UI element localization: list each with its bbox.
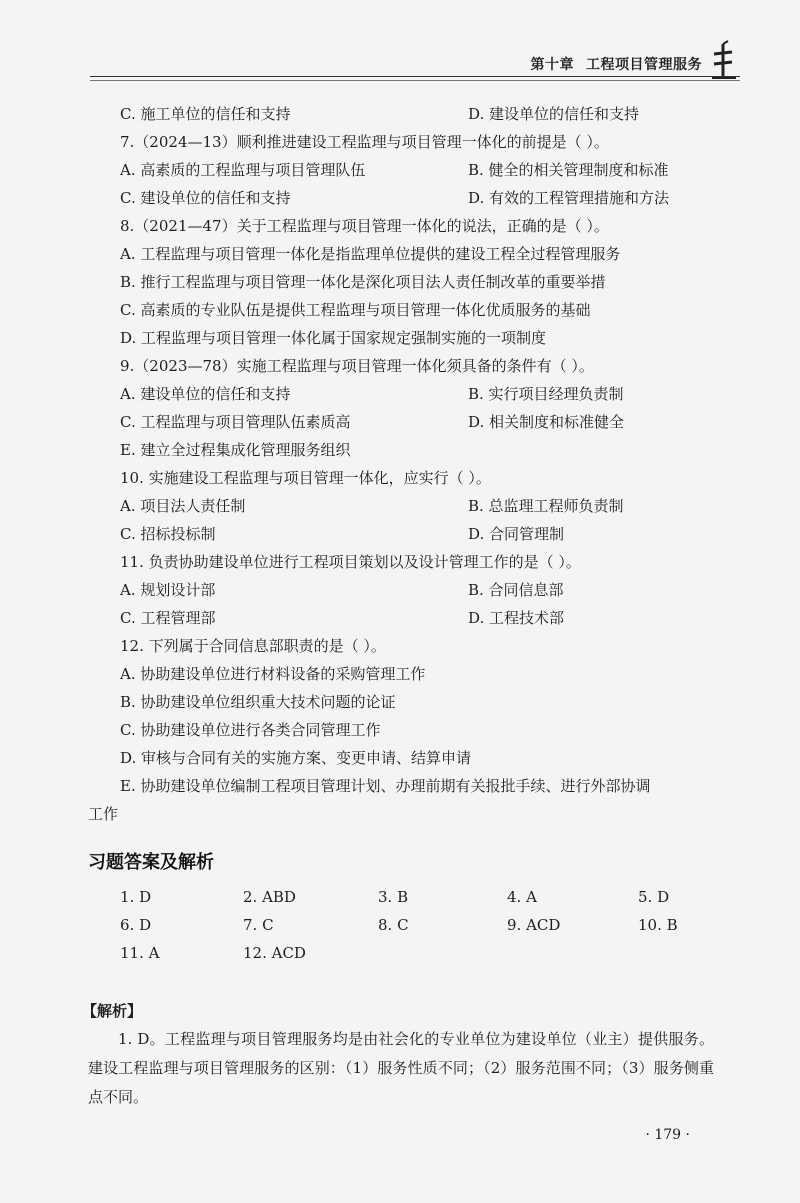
option: D. 审核与合同有关的实施方案、变更申请、结算申请 bbox=[120, 749, 472, 767]
option-row bbox=[0, 380, 800, 408]
option-row bbox=[0, 240, 800, 268]
header-rule-thin bbox=[90, 80, 740, 81]
option: B. 协助建设单位组织重大技术问题的论证 bbox=[120, 693, 396, 711]
option: C. 工程管理部 bbox=[120, 609, 216, 627]
option: A. 协助建设单位进行材料设备的采购管理工作 bbox=[120, 665, 426, 683]
question-list bbox=[0, 100, 800, 828]
analysis-paragraph: 1. D。工程监理与项目管理服务均是由社会化的专业单位为建设单位（业主）提供服务。建设工程监理与项目管理服务的区别：（1）服务性质不同；（2）服务范围不同；（3）服务侧重点不同。 bbox=[88, 1030, 714, 1106]
question-text: 8.（2021—47）关于工程监理与项目管理一体化的说法，正确的是（ ）。 bbox=[120, 217, 609, 235]
question-stem bbox=[0, 632, 800, 660]
option-row bbox=[0, 576, 800, 604]
option: B. 总监理工程师负责制 bbox=[468, 497, 624, 515]
answer-item: 2. ABD bbox=[243, 888, 296, 906]
option: B. 健全的相关管理制度和标准 bbox=[468, 161, 669, 179]
answer-item: 1. D bbox=[120, 888, 152, 906]
option-row bbox=[0, 296, 800, 324]
option-row bbox=[0, 716, 800, 744]
page-number: · 179 · bbox=[645, 1127, 690, 1143]
question-stem bbox=[0, 212, 800, 240]
answer-item: 12. ACD bbox=[243, 944, 306, 962]
option: C. 协助建设单位进行各类合同管理工作 bbox=[120, 721, 381, 739]
answer-item: 4. A bbox=[507, 888, 537, 906]
answer-item: 5. D bbox=[638, 888, 670, 906]
option: D. 工程监理与项目管理一体化属于国家规定强制实施的一项制度 bbox=[120, 329, 547, 347]
answer-grid bbox=[0, 888, 800, 972]
answer-item: 6. D bbox=[120, 916, 152, 934]
question-text: 10. 实施建设工程监理与项目管理一体化，应实行（ ）。 bbox=[120, 469, 491, 487]
option: A. 规划设计部 bbox=[120, 581, 216, 599]
option-row bbox=[0, 268, 800, 296]
option-row bbox=[0, 184, 800, 212]
answer-row bbox=[0, 944, 800, 972]
option-row bbox=[0, 100, 800, 128]
header-rule bbox=[90, 76, 740, 77]
option: A. 工程监理与项目管理一体化是指监理单位提供的建设工程全过程管理服务 bbox=[120, 245, 621, 263]
question-stem bbox=[0, 128, 800, 156]
answer-item: 3. B bbox=[378, 888, 409, 906]
chapter-number: 第十章 bbox=[530, 57, 574, 73]
question-text: 9.（2023—78）实施工程监理与项目管理一体化须具备的条件有（ ）。 bbox=[120, 357, 594, 375]
option: D. 建设单位的信任和支持 bbox=[468, 105, 640, 123]
option-row bbox=[0, 156, 800, 184]
answer-item: 9. ACD bbox=[507, 916, 561, 934]
option: C. 工程监理与项目管理队伍素质高 bbox=[120, 413, 351, 431]
running-header bbox=[90, 40, 740, 80]
answer-row bbox=[0, 888, 800, 916]
question-text: 12. 下列属于合同信息部职责的是（ ）。 bbox=[120, 637, 386, 655]
option-continuation bbox=[0, 800, 800, 828]
option-row bbox=[0, 772, 800, 800]
option-row bbox=[0, 520, 800, 548]
option-row bbox=[0, 744, 800, 772]
option: D. 合同管理制 bbox=[468, 525, 565, 543]
option-row bbox=[0, 324, 800, 352]
option-row bbox=[0, 660, 800, 688]
option: D. 有效的工程管理措施和方法 bbox=[468, 189, 670, 207]
option: C. 招标投标制 bbox=[120, 525, 216, 543]
question-stem bbox=[0, 464, 800, 492]
answer-row bbox=[0, 916, 800, 944]
option: C. 高素质的专业队伍是提供工程监理与项目管理一体化优质服务的基础 bbox=[120, 301, 591, 319]
option: D. 工程技术部 bbox=[468, 609, 565, 627]
option: E. 协助建设单位编制工程项目管理计划、办理前期有关报批手续、进行外部协调 bbox=[120, 777, 651, 795]
option: B. 实行项目经理负责制 bbox=[468, 385, 624, 403]
option: C. 施工单位的信任和支持 bbox=[120, 105, 291, 123]
chapter-title bbox=[531, 54, 703, 74]
section-title: 习题答案及解析 bbox=[88, 852, 214, 873]
chapter-name: 工程项目管理服务 bbox=[586, 57, 702, 73]
option-row bbox=[0, 436, 800, 464]
option: A. 项目法人责任制 bbox=[120, 497, 246, 515]
question-text: 7.（2024—13）顺利推进建设工程监理与项目管理一体化的前提是（ ）。 bbox=[120, 133, 609, 151]
answer-item: 7. C bbox=[243, 916, 274, 934]
option: B. 推行工程监理与项目管理一体化是深化项目法人责任制改革的重要举措 bbox=[120, 273, 606, 291]
answer-item: 10. B bbox=[638, 916, 678, 934]
question-text: 11. 负责协助建设单位进行工程项目策划以及设计管理工作的是（ ）。 bbox=[120, 553, 581, 571]
question-stem bbox=[0, 548, 800, 576]
option-row bbox=[0, 688, 800, 716]
option: B. 合同信息部 bbox=[468, 581, 564, 599]
option: C. 建设单位的信任和支持 bbox=[120, 189, 291, 207]
option-row bbox=[0, 408, 800, 436]
option-continuation-text: 工作 bbox=[88, 805, 119, 823]
option: E. 建立全过程集成化管理服务组织 bbox=[120, 441, 351, 459]
option: D. 相关制度和标准健全 bbox=[468, 413, 625, 431]
answer-item: 11. A bbox=[120, 944, 160, 962]
answer-item: 8. C bbox=[378, 916, 409, 934]
question-stem bbox=[0, 352, 800, 380]
option: A. 建设单位的信任和支持 bbox=[120, 385, 291, 403]
analysis-label: 【解析】 bbox=[82, 1002, 143, 1020]
option-row bbox=[0, 492, 800, 520]
option: A. 高素质的工程监理与项目管理队伍 bbox=[120, 161, 366, 179]
option-row bbox=[0, 604, 800, 632]
